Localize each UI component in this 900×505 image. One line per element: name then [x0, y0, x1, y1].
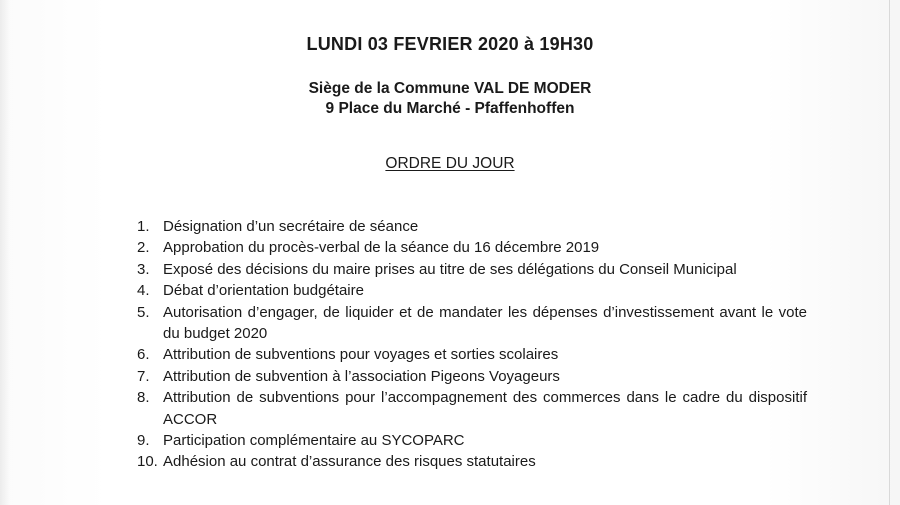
location-line-1: Siège de la Commune VAL DE MODER	[308, 80, 592, 97]
agenda-item-number: 3.	[137, 260, 150, 278]
agenda-item-text: Désignation d’un secrétaire de séance	[163, 218, 419, 235]
agenda-item-text: Débat d’orientation budgétaire	[163, 282, 364, 300]
agenda-item	[137, 366, 807, 387]
agenda-list	[137, 216, 807, 473]
agenda-item-number: 9.	[137, 432, 150, 450]
agenda-item-text: Attribution de subvention à l’association Pigeons Voyageurs	[163, 367, 560, 385]
agenda-item-number: 5.	[137, 303, 150, 321]
agenda-item-number: 7.	[137, 367, 150, 385]
agenda-item	[137, 237, 807, 258]
agenda-item	[137, 302, 807, 345]
agenda-item-number: 4.	[137, 282, 150, 300]
agenda-item	[137, 430, 807, 451]
agenda-item-text: Attribution de subventions pour voyages et sorties scolaires	[163, 346, 559, 364]
agenda-item-text: Autorisation d’engager, de liquider et de mandater les dépenses d’investissement avant le vote du budget 2020	[163, 303, 807, 343]
agenda-item-number: 10.	[137, 453, 158, 471]
agenda-item	[137, 451, 807, 472]
agenda-item-text: Approbation du procès-verbal de la séance du 16 décembre 2019	[163, 239, 600, 257]
agenda-title: ORDRE DU JOUR	[385, 155, 515, 172]
agenda-item-number: 1.	[137, 218, 150, 235]
agenda-item-text: Attribution de subventions pour l’accompagnement des commerces dans le cadre du dispositif ACCOR	[163, 389, 807, 428]
agenda-item-text: Participation complémentaire au SYCOPARC	[163, 432, 465, 450]
agenda-item	[137, 259, 807, 280]
location-line-2: 9 Place du Marché - Pfaffenhoffen	[325, 100, 575, 117]
agenda-item-number: 2.	[137, 239, 150, 257]
agenda-item	[137, 280, 807, 301]
page-left-shadow	[0, 0, 10, 505]
agenda-item-text: Adhésion au contrat d’assurance des risques statutaires	[163, 453, 536, 471]
agenda-item-number: 8.	[137, 389, 150, 407]
agenda-item	[137, 387, 807, 430]
page-right-edge	[889, 0, 890, 505]
agenda-item-text: Exposé des décisions du maire prises au titre de ses délégations du Conseil Municipal	[163, 260, 737, 278]
meeting-date: LUNDI 03 FEVRIER 2020 à 19H30	[306, 34, 594, 54]
agenda-item	[137, 344, 807, 365]
agenda-item	[137, 216, 807, 237]
meeting-location	[0, 79, 900, 119]
agenda-item-number: 6.	[137, 346, 150, 364]
